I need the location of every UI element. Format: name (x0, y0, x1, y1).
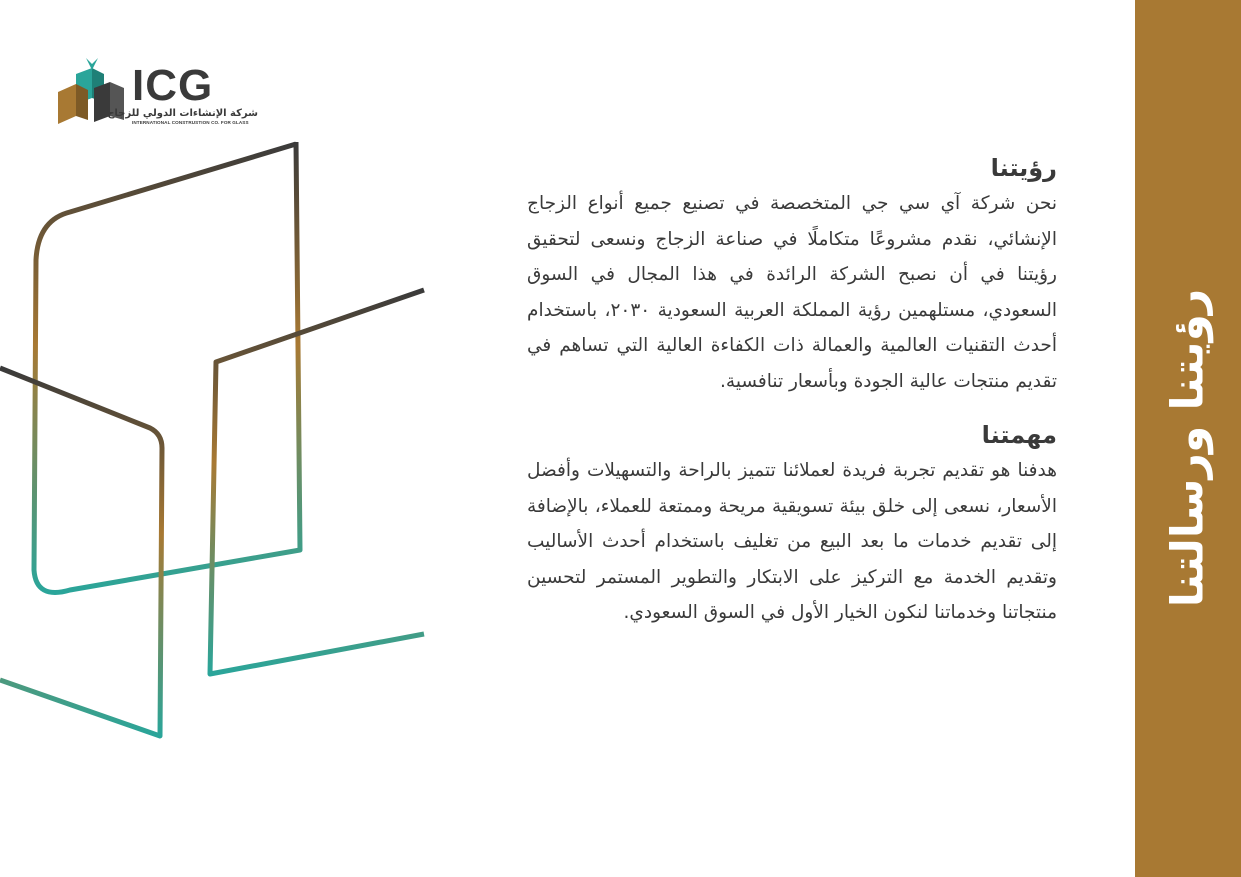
logo-english-name: INTERNATIONAL CONSTRUSTION CO. FOR GLASS (132, 120, 249, 125)
logo-brand-text: ICG (132, 61, 214, 110)
glass-frames-illustration (0, 140, 430, 750)
page-side-title: رؤيتنا ورسالتنا (1162, 288, 1214, 608)
company-logo (58, 58, 268, 130)
logo-arabic-name: شركة الإنشاءات الدولي للزجاج (107, 108, 258, 119)
main-content (527, 150, 1057, 631)
vision-heading: رؤيتنا (990, 154, 1057, 182)
vision-text: نحن شركة آي سي جي المتخصصة في تصنيع جميع أنواع الزجاج الإنشائي، نقدم مشروعًا متكاملًا في صناعة الزجاج ونسعى لتحقيق رؤيتنا في أن نصبح الشركة الرائدة في هذا المجال في السوق السعودي، مستلهمين رؤية المملكة العربية السعودية ٢٠٣٠، باستخدام أحدث التقنيات العالمية والعمالة ذات الكفاءة العالية التي تساهم في تقديم منتجات عالية الجودة وبأسعار تنافسية. (527, 193, 1058, 392)
mission-heading: مهمتنا (981, 421, 1057, 449)
mission-text: هدفنا هو تقديم تجربة فريدة لعملائنا تتميز بالراحة والتسهيلات وأفضل الأسعار، نسعى إلى خلق بيئة تسويقية مريحة وممتعة للعملاء، بالإضافة إلى تقديم خدمات ما بعد البيع من تغليف باستخدام أحدث الأساليب وتقديم الخدمة مع التركيز على الابتكار والتطوير المستمر لتحسين منتجاتنا وخدماتنا لنكون الخيار الأول في السوق السعودي. (527, 460, 1057, 623)
